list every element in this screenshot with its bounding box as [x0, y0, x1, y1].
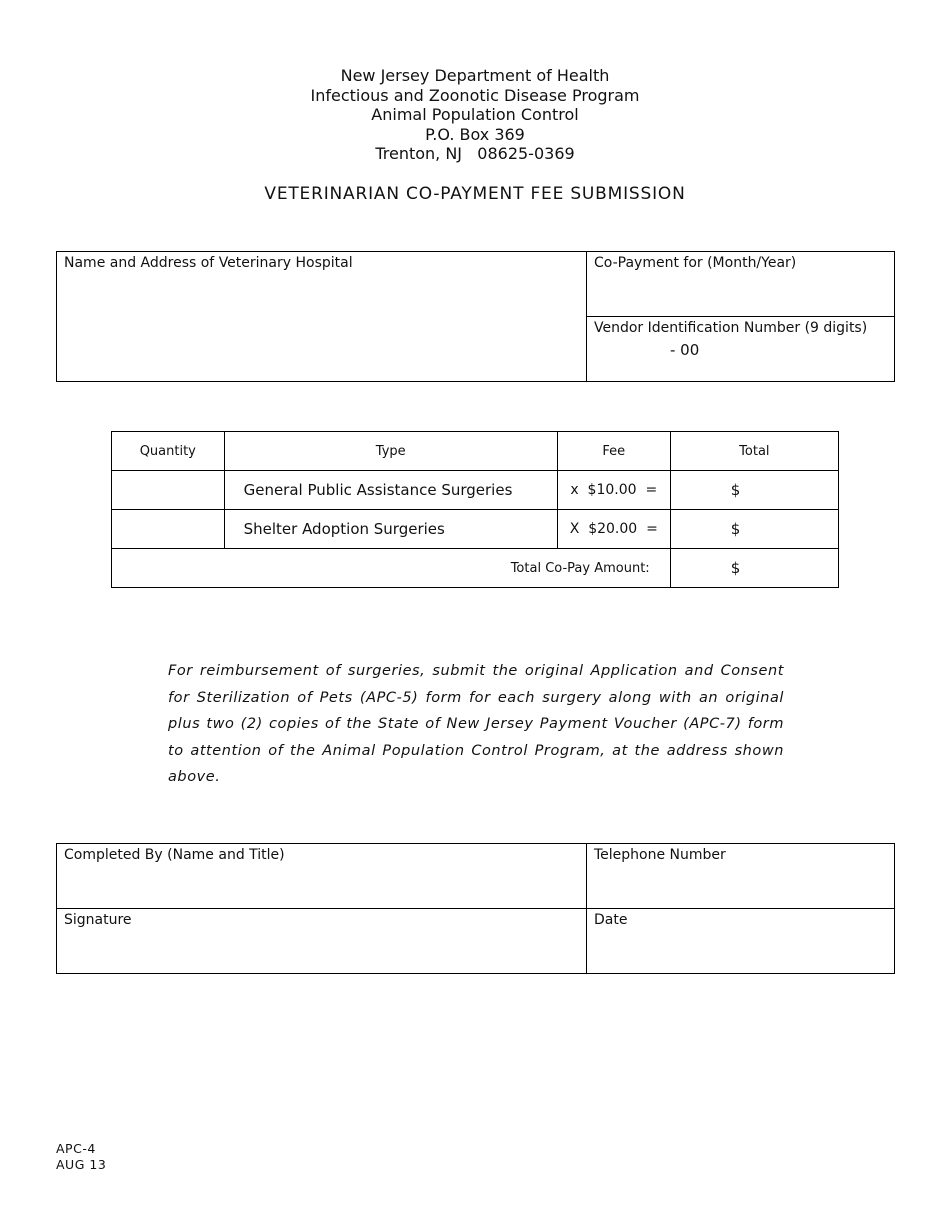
table-header-row	[112, 432, 839, 471]
quantity-input-shelter[interactable]	[112, 510, 225, 549]
form-title: VETERINARIAN CO-PAYMENT FEE SUBMISSION	[264, 184, 686, 204]
date-field[interactable]	[587, 909, 894, 973]
vendor-id-label: Vendor Identification Number (9 digits)	[594, 320, 868, 336]
unit-name: Animal Population Control	[371, 105, 579, 125]
program-name: Infectious and Zoonotic Disease Program	[310, 85, 640, 105]
copayment-month-field[interactable]	[587, 252, 894, 316]
total-copay-amount[interactable]: $	[670, 549, 838, 588]
quantity-input-general[interactable]	[112, 471, 225, 510]
fees-table	[111, 431, 839, 588]
vendor-id-suffix: - 00	[670, 341, 700, 359]
po-box: P.O. Box 369	[425, 124, 525, 144]
total-copay-label: Total Co-Pay Amount:	[112, 549, 671, 588]
telephone-label: Telephone Number	[594, 847, 726, 863]
form-footer	[56, 1141, 106, 1173]
vendor-id-field[interactable]	[587, 317, 894, 381]
signature-label: Signature	[64, 912, 132, 928]
copayment-for-label: Co-Payment for (Month/Year)	[594, 255, 797, 271]
form-code: APC-4	[56, 1141, 96, 1156]
table-row	[112, 510, 839, 549]
total-shelter[interactable]: $	[670, 510, 838, 549]
fee-shelter: X $20.00 =	[557, 510, 670, 549]
agency-header	[0, 66, 950, 164]
telephone-field[interactable]	[587, 844, 894, 908]
signature-field[interactable]	[57, 909, 587, 973]
fee-header: Fee	[557, 432, 670, 471]
city-zip: Trenton, NJ 08625-0369	[375, 144, 575, 164]
total-header: Total	[670, 432, 838, 471]
date-label: Date	[594, 912, 628, 928]
signature-box	[56, 843, 895, 974]
total-row	[112, 549, 839, 588]
total-general[interactable]: $	[670, 471, 838, 510]
name-address-label: Name and Address of Veterinary Hospital	[64, 255, 353, 271]
completed-by-label: Completed By (Name and Title)	[64, 847, 285, 863]
completed-by-field[interactable]	[57, 844, 587, 908]
department-name: New Jersey Department of Health	[340, 66, 610, 85]
divider	[586, 844, 587, 973]
table-row	[112, 471, 839, 510]
fee-general: x $10.00 =	[557, 471, 670, 510]
reimbursement-instructions: For reimbursement of surgeries, submit the original Application and Consent for Sterilization of Pets (APC-5) form for each surgery along with an original plus two (2) copies of the State of New Jersey Payment Voucher (APC-7) form to attention of the Animal Population Control Program, at the address shown above.	[168, 663, 784, 785]
type-header: Type	[224, 432, 557, 471]
type-general: General Public Assistance Surgeries	[224, 471, 557, 510]
type-shelter: Shelter Adoption Surgeries	[224, 510, 557, 549]
quantity-header: Quantity	[112, 432, 225, 471]
hospital-info-box	[56, 251, 895, 382]
revision-date: AUG 13	[56, 1157, 107, 1172]
name-address-field[interactable]	[57, 252, 587, 381]
